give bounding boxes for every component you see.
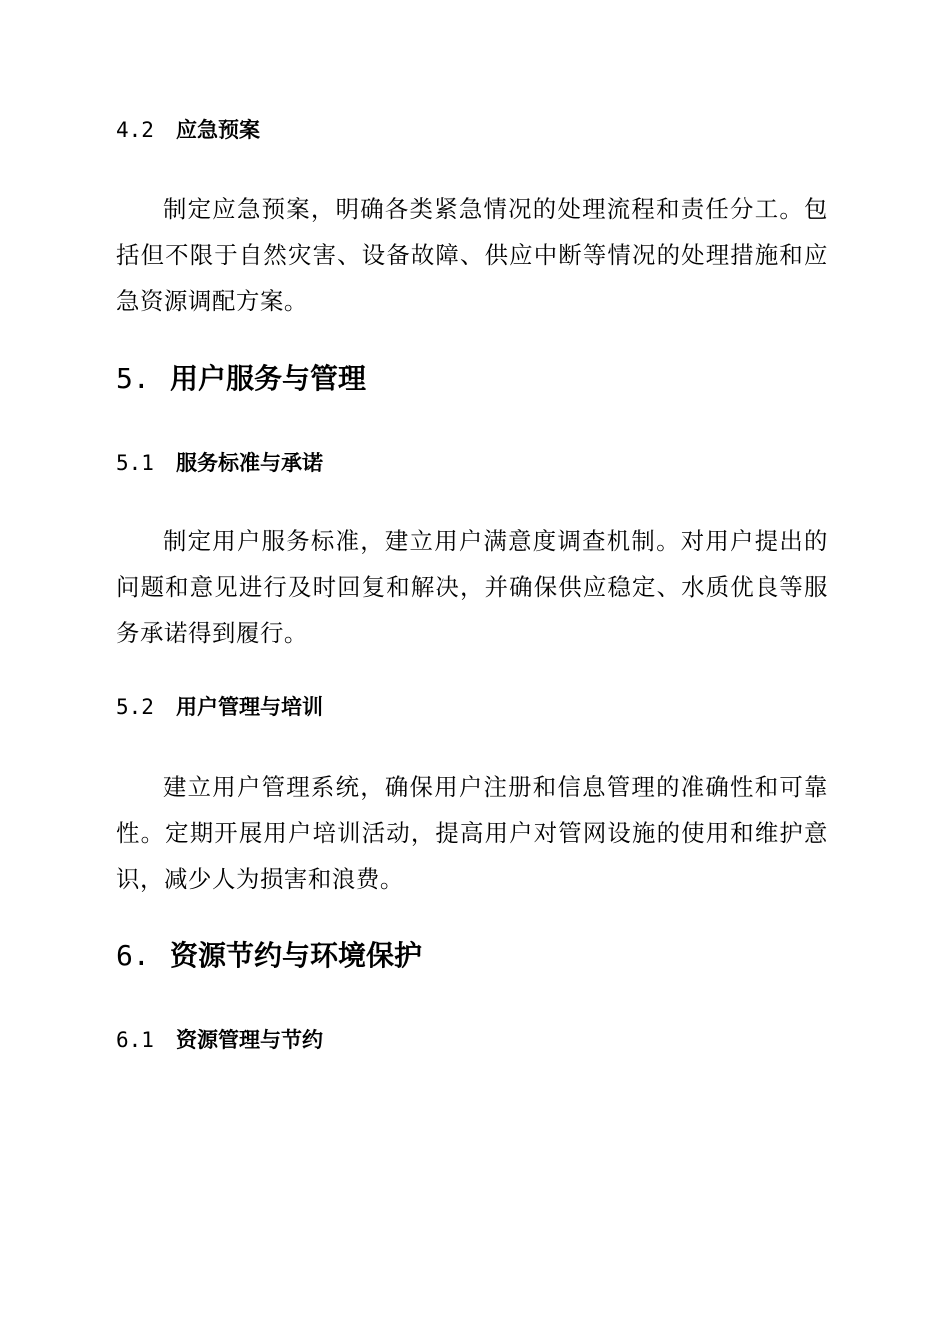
- heading-number: 6.1: [116, 1028, 154, 1052]
- heading-title: 用户管理与培训: [176, 695, 323, 719]
- heading-5-2: [116, 697, 323, 718]
- heading-6: [116, 939, 423, 972]
- heading-title: 用户服务与管理: [170, 362, 367, 395]
- heading-number: 5.: [116, 362, 150, 395]
- paragraph-user-management: 建立用户管理系统，确保用户注册和信息管理的准确性和可靠性。定期开展用户培训活动，提高用户对管网设施的使用和维护意识，减少人为损害和浪费。: [116, 773, 828, 893]
- paragraph-emergency-plan: 制定应急预案，明确各类紧急情况的处理流程和责任分工。包括但不限于自然灾害、设备故障、供应中断等情况的处理措施和应急资源调配方案。: [116, 195, 828, 315]
- heading-number: 5.1: [116, 451, 154, 475]
- heading-number: 5.2: [116, 695, 154, 719]
- heading-5: [116, 362, 367, 395]
- heading-title: 服务标准与承诺: [176, 451, 323, 475]
- heading-title: 资源节约与环境保护: [170, 939, 423, 972]
- heading-number: 6.: [116, 939, 150, 972]
- heading-title: 应急预案: [176, 118, 260, 142]
- heading-title: 资源管理与节约: [176, 1028, 323, 1052]
- paragraph-service-standards: 制定用户服务标准，建立用户满意度调查机制。对用户提出的问题和意见进行及时回复和解决，并确保供应稳定、水质优良等服务承诺得到履行。: [116, 527, 828, 647]
- heading-number: 4.2: [116, 118, 154, 142]
- heading-5-1: [116, 453, 323, 474]
- heading-4-2: [116, 120, 260, 141]
- heading-6-1: [116, 1030, 323, 1051]
